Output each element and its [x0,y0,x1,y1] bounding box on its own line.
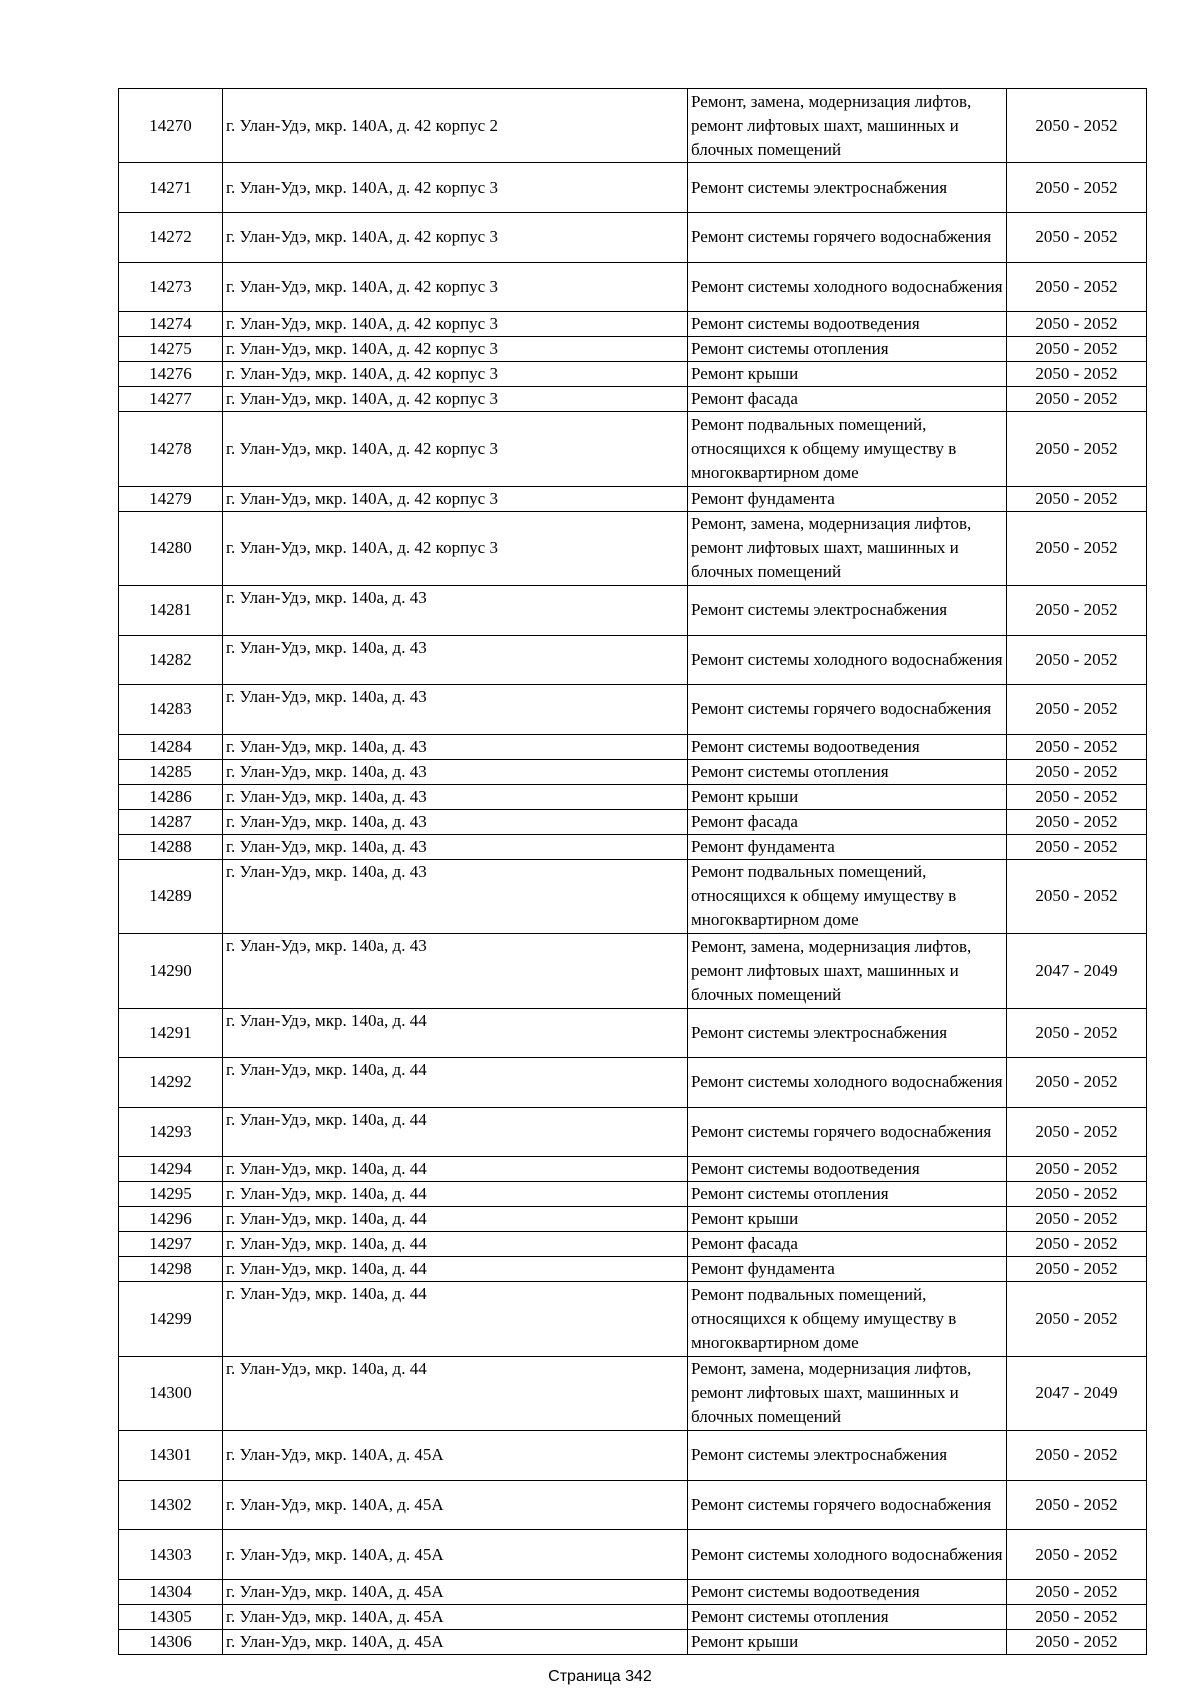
address-cell: г. Улан-Удэ, мкр. 140а, д. 44 [223,1207,688,1232]
address-cell: г. Улан-Удэ, мкр. 140А, д. 45А [223,1480,688,1530]
address-cell: г. Улан-Удэ, мкр. 140а, д. 43 [223,734,688,759]
address-cell: г. Улан-Удэ, мкр. 140А, д. 42 корпус 3 [223,362,688,387]
table-row [119,89,1147,163]
work-type-cell: Ремонт крыши [688,1629,1007,1654]
address-cell: г. Улан-Удэ, мкр. 140А, д. 45А [223,1629,688,1654]
row-number-cell: 14301 [119,1431,223,1481]
row-number-cell: 14289 [119,859,223,933]
period-cell: 2050 - 2052 [1007,834,1147,859]
work-type-cell: Ремонт фасада [688,1232,1007,1257]
table-row [119,1431,1147,1481]
row-number-cell: 14300 [119,1356,223,1430]
period-cell: 2050 - 2052 [1007,387,1147,412]
row-number-cell: 14291 [119,1008,223,1058]
address-cell: г. Улан-Удэ, мкр. 140а, д. 43 [223,809,688,834]
row-number-cell: 14278 [119,412,223,486]
row-number-cell: 14274 [119,312,223,337]
address-cell: г. Улан-Удэ, мкр. 140а, д. 44 [223,1182,688,1207]
address-cell: г. Улан-Удэ, мкр. 140А, д. 42 корпус 3 [223,163,688,213]
work-type-cell: Ремонт крыши [688,784,1007,809]
row-number-cell: 14287 [119,809,223,834]
work-type-cell: Ремонт системы горячего водоснабжения [688,1480,1007,1530]
period-cell: 2050 - 2052 [1007,1157,1147,1182]
table-row [119,1008,1147,1058]
work-type-cell: Ремонт системы отопления [688,1604,1007,1629]
row-number-cell: 14270 [119,89,223,163]
row-number-cell: 14285 [119,759,223,784]
works-table [118,88,1147,1655]
table-row [119,859,1147,933]
table-row [119,1480,1147,1530]
table-row [119,1604,1147,1629]
table-row [119,1157,1147,1182]
table-row [119,734,1147,759]
address-cell: г. Улан-Удэ, мкр. 140а, д. 44 [223,1232,688,1257]
work-type-cell: Ремонт системы отопления [688,759,1007,784]
address-cell: г. Улан-Удэ, мкр. 140А, д. 45А [223,1579,688,1604]
address-cell: г. Улан-Удэ, мкр. 140а, д. 44 [223,1157,688,1182]
table-row [119,784,1147,809]
table-row [119,1232,1147,1257]
row-number-cell: 14304 [119,1579,223,1604]
period-cell: 2050 - 2052 [1007,1107,1147,1157]
work-type-cell: Ремонт, замена, модернизация лифтов, ремонт лифтовых шахт, машинных и блочных помещений [688,89,1007,163]
work-type-cell: Ремонт системы водоотведения [688,312,1007,337]
row-number-cell: 14293 [119,1107,223,1157]
period-cell: 2050 - 2052 [1007,759,1147,784]
row-number-cell: 14277 [119,387,223,412]
row-number-cell: 14297 [119,1232,223,1257]
work-type-cell: Ремонт системы холодного водоснабжения [688,635,1007,685]
period-cell: 2050 - 2052 [1007,1629,1147,1654]
address-cell: г. Улан-Удэ, мкр. 140а, д. 44 [223,1008,688,1058]
period-cell: 2050 - 2052 [1007,1480,1147,1530]
row-number-cell: 14306 [119,1629,223,1654]
address-cell: г. Улан-Удэ, мкр. 140А, д. 45А [223,1530,688,1580]
table-row [119,635,1147,685]
work-type-cell: Ремонт системы электроснабжения [688,163,1007,213]
table-row [119,934,1147,1008]
work-type-cell: Ремонт, замена, модернизация лифтов, ремонт лифтовых шахт, машинных и блочных помещений [688,1356,1007,1430]
row-number-cell: 14271 [119,163,223,213]
work-type-cell: Ремонт подвальных помещений, относящихся к общему имуществу в многоквартирном доме [688,412,1007,486]
address-cell: г. Улан-Удэ, мкр. 140а, д. 43 [223,685,688,735]
row-number-cell: 14282 [119,635,223,685]
period-cell: 2050 - 2052 [1007,1058,1147,1108]
work-type-cell: Ремонт, замена, модернизация лифтов, ремонт лифтовых шахт, машинных и блочных помещений [688,934,1007,1008]
period-cell: 2050 - 2052 [1007,1207,1147,1232]
period-cell: 2050 - 2052 [1007,337,1147,362]
address-cell: г. Улан-Удэ, мкр. 140А, д. 42 корпус 2 [223,89,688,163]
table-row [119,809,1147,834]
period-cell: 2050 - 2052 [1007,312,1147,337]
address-cell: г. Улан-Удэ, мкр. 140А, д. 42 корпус 3 [223,262,688,312]
table-row [119,585,1147,635]
table-row [119,337,1147,362]
row-number-cell: 14283 [119,685,223,735]
work-type-cell: Ремонт системы водоотведения [688,734,1007,759]
work-type-cell: Ремонт системы горячего водоснабжения [688,212,1007,262]
work-type-cell: Ремонт фундамента [688,486,1007,511]
period-cell: 2050 - 2052 [1007,212,1147,262]
table-row [119,1282,1147,1356]
works-table-body [119,89,1147,1655]
table-row [119,685,1147,735]
period-cell: 2050 - 2052 [1007,362,1147,387]
table-row [119,1182,1147,1207]
period-cell: 2047 - 2049 [1007,934,1147,1008]
table-row [119,1257,1147,1282]
period-cell: 2050 - 2052 [1007,1530,1147,1580]
period-cell: 2050 - 2052 [1007,1604,1147,1629]
period-cell: 2050 - 2052 [1007,635,1147,685]
address-cell: г. Улан-Удэ, мкр. 140а, д. 43 [223,784,688,809]
table-row [119,262,1147,312]
work-type-cell: Ремонт подвальных помещений, относящихся к общему имуществу в многоквартирном доме [688,1282,1007,1356]
row-number-cell: 14295 [119,1182,223,1207]
table-row [119,1530,1147,1580]
table-row [119,163,1147,213]
table-row [119,387,1147,412]
row-number-cell: 14290 [119,934,223,1008]
page-number: Страница 342 [548,1668,652,1685]
row-number-cell: 14292 [119,1058,223,1108]
address-cell: г. Улан-Удэ, мкр. 140А, д. 45А [223,1604,688,1629]
row-number-cell: 14302 [119,1480,223,1530]
address-cell: г. Улан-Удэ, мкр. 140а, д. 44 [223,1058,688,1108]
work-type-cell: Ремонт фундамента [688,834,1007,859]
address-cell: г. Улан-Удэ, мкр. 140А, д. 42 корпус 3 [223,312,688,337]
address-cell: г. Улан-Удэ, мкр. 140а, д. 43 [223,859,688,933]
table-row [119,1058,1147,1108]
address-cell: г. Улан-Удэ, мкр. 140а, д. 43 [223,934,688,1008]
period-cell: 2050 - 2052 [1007,1008,1147,1058]
row-number-cell: 14296 [119,1207,223,1232]
period-cell: 2050 - 2052 [1007,1579,1147,1604]
period-cell: 2050 - 2052 [1007,511,1147,585]
address-cell: г. Улан-Удэ, мкр. 140А, д. 42 корпус 3 [223,486,688,511]
work-type-cell: Ремонт системы холодного водоснабжения [688,262,1007,312]
address-cell: г. Улан-Удэ, мкр. 140А, д. 42 корпус 3 [223,511,688,585]
period-cell: 2050 - 2052 [1007,89,1147,163]
work-type-cell: Ремонт системы электроснабжения [688,585,1007,635]
address-cell: г. Улан-Удэ, мкр. 140А, д. 42 корпус 3 [223,387,688,412]
period-cell: 2047 - 2049 [1007,1356,1147,1430]
period-cell: 2050 - 2052 [1007,163,1147,213]
work-type-cell: Ремонт крыши [688,1207,1007,1232]
address-cell: г. Улан-Удэ, мкр. 140а, д. 43 [223,834,688,859]
address-cell: г. Улан-Удэ, мкр. 140а, д. 44 [223,1257,688,1282]
period-cell: 2050 - 2052 [1007,809,1147,834]
table-row [119,362,1147,387]
row-number-cell: 14286 [119,784,223,809]
period-cell: 2050 - 2052 [1007,412,1147,486]
table-row [119,1579,1147,1604]
row-number-cell: 14305 [119,1604,223,1629]
work-type-cell: Ремонт фасада [688,387,1007,412]
work-type-cell: Ремонт системы водоотведения [688,1579,1007,1604]
row-number-cell: 14280 [119,511,223,585]
period-cell: 2050 - 2052 [1007,486,1147,511]
address-cell: г. Улан-Удэ, мкр. 140а, д. 43 [223,759,688,784]
period-cell: 2050 - 2052 [1007,1257,1147,1282]
row-number-cell: 14275 [119,337,223,362]
work-type-cell: Ремонт крыши [688,362,1007,387]
period-cell: 2050 - 2052 [1007,784,1147,809]
period-cell: 2050 - 2052 [1007,685,1147,735]
address-cell: г. Улан-Удэ, мкр. 140а, д. 44 [223,1107,688,1157]
row-number-cell: 14294 [119,1157,223,1182]
table-row [119,1207,1147,1232]
row-number-cell: 14281 [119,585,223,635]
table-row [119,312,1147,337]
period-cell: 2050 - 2052 [1007,859,1147,933]
table-row [119,1629,1147,1654]
address-cell: г. Улан-Удэ, мкр. 140а, д. 44 [223,1282,688,1356]
row-number-cell: 14298 [119,1257,223,1282]
address-cell: г. Улан-Удэ, мкр. 140А, д. 42 корпус 3 [223,337,688,362]
address-cell: г. Улан-Удэ, мкр. 140а, д. 43 [223,635,688,685]
work-type-cell: Ремонт подвальных помещений, относящихся к общему имуществу в многоквартирном доме [688,859,1007,933]
period-cell: 2050 - 2052 [1007,1182,1147,1207]
row-number-cell: 14272 [119,212,223,262]
table-row [119,834,1147,859]
table-row [119,1356,1147,1430]
row-number-cell: 14273 [119,262,223,312]
table-row [119,1107,1147,1157]
work-type-cell: Ремонт фундамента [688,1257,1007,1282]
work-type-cell: Ремонт системы отопления [688,337,1007,362]
address-cell: г. Улан-Удэ, мкр. 140а, д. 44 [223,1356,688,1430]
row-number-cell: 14276 [119,362,223,387]
period-cell: 2050 - 2052 [1007,1232,1147,1257]
work-type-cell: Ремонт системы водоотведения [688,1157,1007,1182]
period-cell: 2050 - 2052 [1007,262,1147,312]
table-row [119,759,1147,784]
period-cell: 2050 - 2052 [1007,734,1147,759]
row-number-cell: 14284 [119,734,223,759]
row-number-cell: 14279 [119,486,223,511]
work-type-cell: Ремонт системы электроснабжения [688,1008,1007,1058]
work-type-cell: Ремонт фасада [688,809,1007,834]
table-row [119,511,1147,585]
period-cell: 2050 - 2052 [1007,585,1147,635]
address-cell: г. Улан-Удэ, мкр. 140А, д. 42 корпус 3 [223,412,688,486]
address-cell: г. Улан-Удэ, мкр. 140А, д. 45А [223,1431,688,1481]
row-number-cell: 14299 [119,1282,223,1356]
row-number-cell: 14288 [119,834,223,859]
work-type-cell: Ремонт системы электроснабжения [688,1431,1007,1481]
work-type-cell: Ремонт системы отопления [688,1182,1007,1207]
work-type-cell: Ремонт системы горячего водоснабжения [688,685,1007,735]
work-type-cell: Ремонт системы холодного водоснабжения [688,1058,1007,1108]
period-cell: 2050 - 2052 [1007,1282,1147,1356]
address-cell: г. Улан-Удэ, мкр. 140а, д. 43 [223,585,688,635]
row-number-cell: 14303 [119,1530,223,1580]
address-cell: г. Улан-Удэ, мкр. 140А, д. 42 корпус 3 [223,212,688,262]
work-type-cell: Ремонт системы холодного водоснабжения [688,1530,1007,1580]
work-type-cell: Ремонт, замена, модернизация лифтов, ремонт лифтовых шахт, машинных и блочных помещений [688,511,1007,585]
table-row [119,212,1147,262]
table-row [119,486,1147,511]
table-row [119,412,1147,486]
period-cell: 2050 - 2052 [1007,1431,1147,1481]
work-type-cell: Ремонт системы горячего водоснабжения [688,1107,1007,1157]
